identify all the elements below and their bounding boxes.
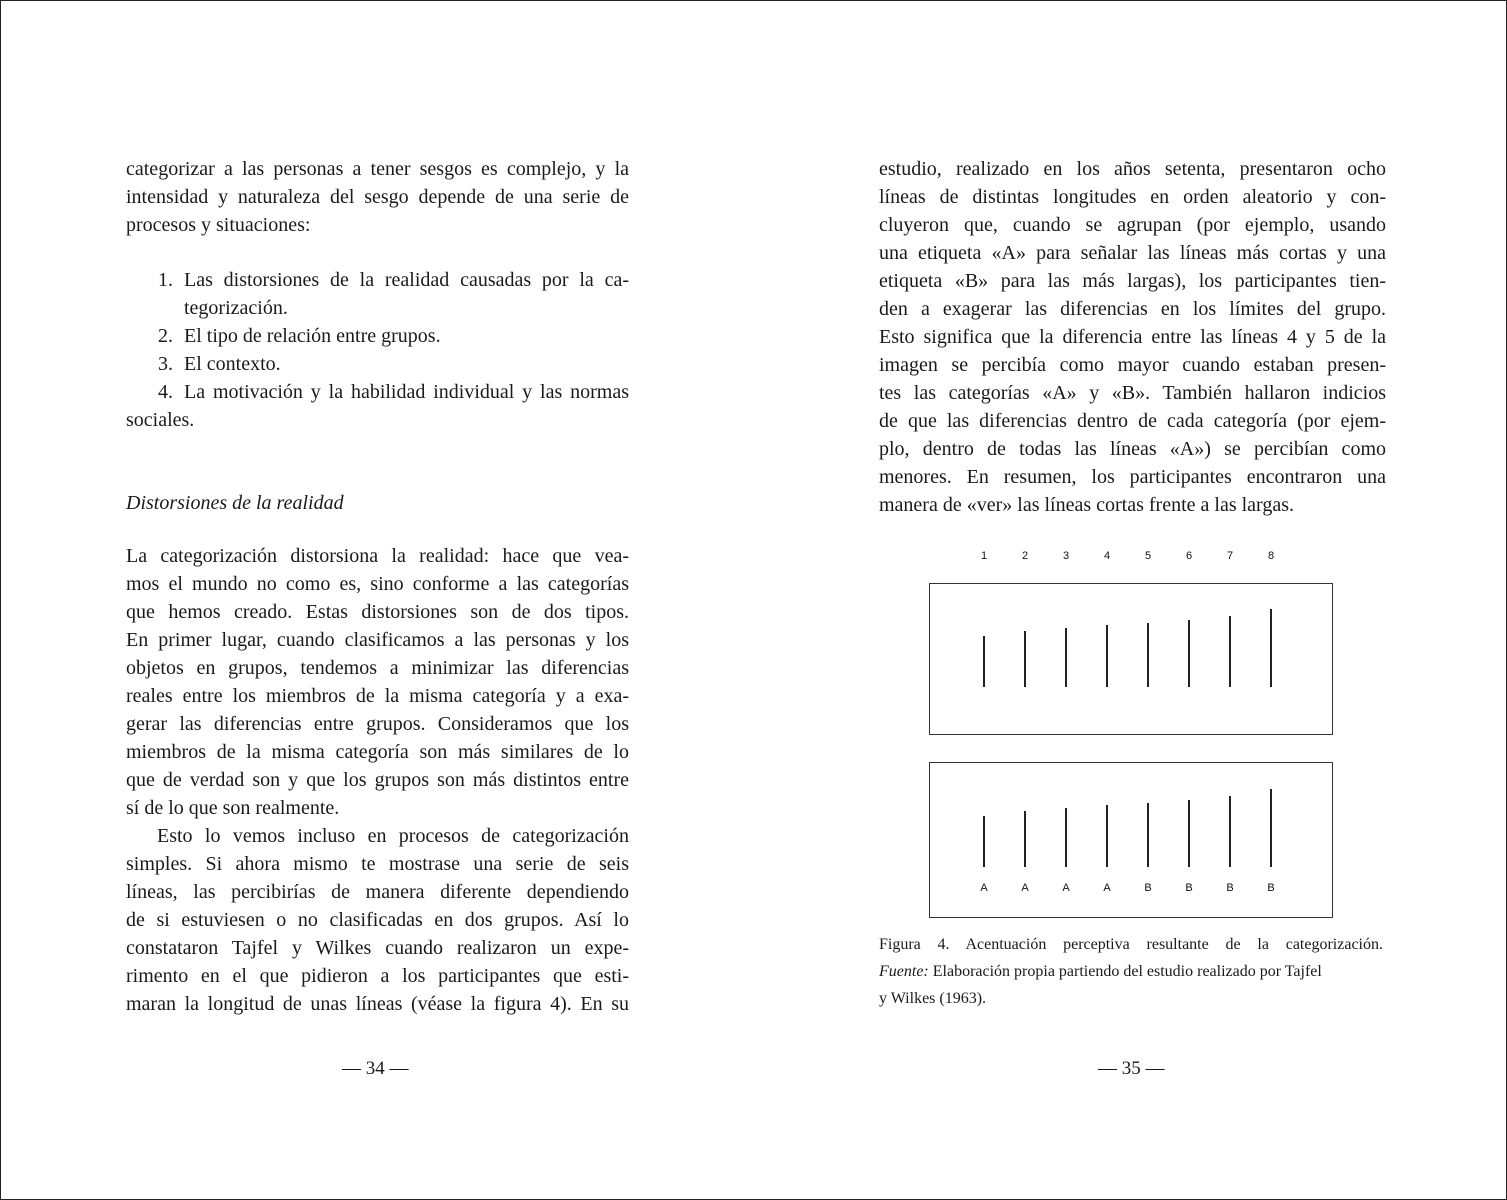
figure-line-number: 3: [1062, 550, 1070, 562]
body-line: que hemos creado. Estas distorsiones son de dos tipos.: [126, 601, 629, 623]
figure-category-label: A: [1062, 882, 1070, 894]
body-line: La categorización distorsiona la realidad: hace que vea-: [126, 545, 629, 567]
left-page: [1, 1, 753, 1199]
body-line: Esto lo vemos incluso en procesos de categorización: [157, 825, 629, 847]
figure-line-categorized: [1188, 800, 1190, 867]
caption-source-continued: y Wilkes (1963).: [879, 990, 987, 1007]
figure-line-uncategorized: [1024, 631, 1026, 687]
figure-line-uncategorized: [1188, 620, 1190, 687]
figure-line-number: 4: [1103, 550, 1111, 562]
figure-line-uncategorized: [1147, 623, 1149, 687]
figure-line-number: 7: [1226, 550, 1234, 562]
body-line: de que las diferencias dentro de cada categoría (por ejem-: [879, 410, 1386, 432]
body-line: menores. En resumen, los participantes encontraron una: [879, 466, 1386, 488]
body-line: cluyeron que, cuando se agrupan (por ejemplo, usando: [879, 214, 1386, 236]
figure-line-uncategorized: [1270, 609, 1272, 687]
page-number: — 34 —: [342, 1058, 409, 1079]
intro-line: procesos y situaciones:: [126, 214, 311, 236]
list-number: 3.: [158, 353, 173, 375]
list-item-text: Las distorsiones de la realidad causadas por la ca-: [184, 269, 629, 291]
list-number: 4.: [158, 381, 173, 403]
body-line: Esto significa que la diferencia entre las líneas 4 y 5 de la: [879, 326, 1386, 348]
body-line: manera de «ver» las líneas cortas frente a las largas.: [879, 494, 1294, 516]
body-line: simples. Si ahora mismo te mostrase una serie de seis: [126, 853, 629, 875]
figure-category-label: A: [1021, 882, 1029, 894]
caption-source-text: Elaboración propia partiendo del estudio realizado por Tajfel: [928, 963, 1322, 980]
body-line: sí de lo que son realmente.: [126, 797, 340, 819]
caption-title: Figura 4. Acentuación perceptiva resultante de la categorización.: [879, 936, 1383, 953]
list-item-text: El tipo de relación entre grupos.: [184, 325, 441, 347]
body-line: mos el mundo no como es, sino conforme a las categorías: [126, 573, 629, 595]
body-line: etiqueta «B» para las más largas), los participantes tien-: [879, 270, 1386, 292]
figure-line-categorized: [983, 816, 985, 867]
body-line: rimento en el que pidieron a los participantes que esti-: [126, 965, 629, 987]
body-line: objetos en grupos, tendemos a minimizar las diferencias: [126, 657, 629, 679]
figure-line-number: 5: [1144, 550, 1152, 562]
figure-line-categorized: [1065, 808, 1067, 867]
body-line: estudio, realizado en los años setenta, presentaron ocho: [879, 158, 1386, 180]
body-line: imagen se percibía como mayor cuando estaban presen-: [879, 354, 1386, 376]
figure-panel-uncategorized: [929, 583, 1333, 735]
figure-line-categorized: [1229, 796, 1231, 867]
figure-category-label: B: [1226, 882, 1234, 894]
body-line: una etiqueta «A» para señalar las líneas más cortas y una: [879, 242, 1386, 264]
figure-line-categorized: [1024, 811, 1026, 867]
body-line: tes las categorías «A» y «B». También hallaron indicios: [879, 382, 1386, 404]
list-number: 2.: [158, 325, 173, 347]
figure-category-label: B: [1185, 882, 1193, 894]
list-number: 1.: [158, 269, 173, 291]
body-line: reales entre los miembros de la misma categoría y a exa-: [126, 685, 629, 707]
figure-category-label: A: [1103, 882, 1111, 894]
intro-line: intensidad y naturaleza del sesgo depende de una serie de: [126, 186, 629, 208]
body-line: den a exagerar las diferencias en los límites del grupo.: [879, 298, 1386, 320]
list-item-text: La motivación y la habilidad individual y las normas: [184, 381, 629, 403]
body-line: constataron Tajfel y Wilkes cuando realizaron un expe-: [126, 937, 629, 959]
body-line: líneas de distintas longitudes en orden aleatorio y con-: [879, 186, 1386, 208]
figure-line-categorized: [1106, 805, 1108, 867]
right-page: [753, 1, 1506, 1199]
figure-line-number: 8: [1267, 550, 1275, 562]
list-item-text: tegorización.: [184, 297, 288, 319]
figure-category-label: A: [980, 882, 988, 894]
body-line: líneas, las percibirías de manera diferente dependiendo: [126, 881, 629, 903]
figure-line-number: 6: [1185, 550, 1193, 562]
figure-line-uncategorized: [1065, 628, 1067, 687]
figure-category-label: B: [1267, 882, 1275, 894]
figure-line-categorized: [1147, 803, 1149, 867]
caption-source-label: Fuente:: [879, 963, 929, 980]
figure-line-uncategorized: [1229, 616, 1231, 687]
body-line: En primer lugar, cuando clasificamos a las personas y los: [126, 629, 629, 651]
body-line: que de verdad son y que los grupos son más distintos entre: [126, 769, 629, 791]
body-line: miembros de la misma categoría son más similares de lo: [126, 741, 629, 763]
figure-category-label: B: [1144, 882, 1152, 894]
body-line: gerar las diferencias entre grupos. Consideramos que los: [126, 713, 629, 735]
body-line: de si estuviesen o no clasificadas en dos grupos. Así lo: [126, 909, 629, 931]
list-item-text: sociales.: [126, 409, 195, 431]
list-item-text: El contexto.: [184, 353, 281, 375]
figure-line-categorized: [1270, 789, 1272, 867]
figure-line-number: 1: [980, 550, 988, 562]
figure-line-uncategorized: [1106, 625, 1108, 687]
caption-source-line: [879, 959, 1322, 985]
page-number: — 35 —: [1098, 1058, 1165, 1079]
intro-line: categorizar a las personas a tener sesgos es complejo, y la: [126, 158, 629, 180]
section-heading: Distorsiones de la realidad: [126, 492, 344, 514]
body-line: maran la longitud de unas líneas (véase la figura 4). En su: [126, 993, 629, 1015]
figure-line-number: 2: [1021, 550, 1029, 562]
figure-line-uncategorized: [983, 636, 985, 687]
body-line: plo, dentro de todas las líneas «A») se percibían como: [879, 438, 1386, 460]
